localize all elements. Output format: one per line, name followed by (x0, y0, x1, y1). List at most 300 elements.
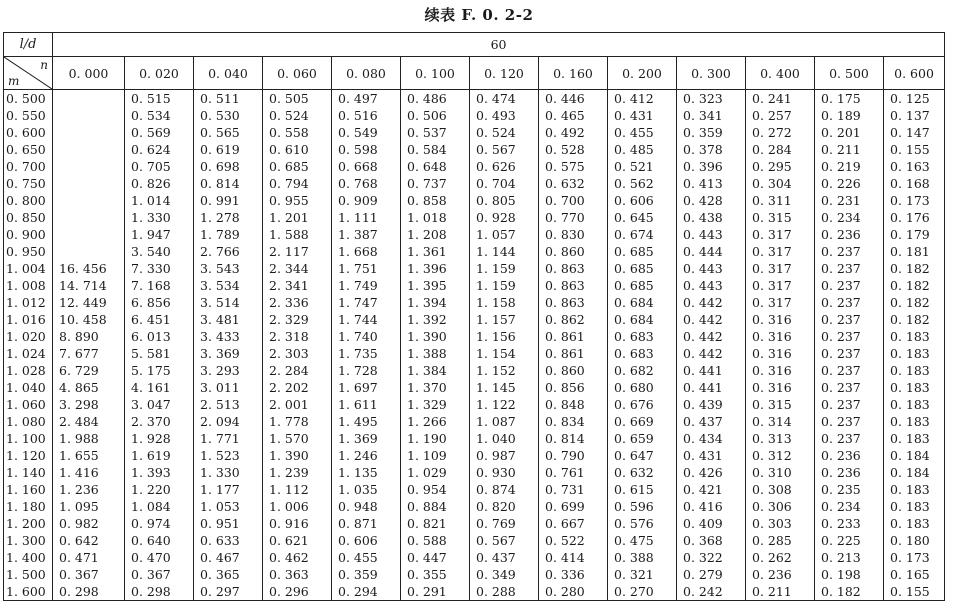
table-cell: 0. 537 (401, 124, 470, 141)
table-cell: 0. 257 (746, 107, 815, 124)
table-cell: 2. 329 (263, 311, 332, 328)
table-cell: 0. 862 (539, 311, 608, 328)
table-cell: 0. 814 (539, 430, 608, 447)
table-cell: 0. 704 (470, 175, 539, 192)
m-value-cell: 1. 400 (4, 549, 53, 566)
table-cell: 0. 863 (539, 277, 608, 294)
table-cell: 0. 183 (884, 396, 945, 413)
table-cell: 0. 147 (884, 124, 945, 141)
table-cell: 0. 524 (263, 107, 332, 124)
table-title: 续表 F. 0. 2-2 (424, 6, 534, 24)
m-value-cell: 0. 550 (4, 107, 53, 124)
table-cell: 0. 683 (608, 328, 677, 345)
n-value-header: 0. 400 (746, 57, 815, 90)
table-cell: 0. 365 (194, 566, 263, 583)
table-cell: 1. 111 (332, 209, 401, 226)
table-cell: 2. 202 (263, 379, 332, 396)
table-cell: 0. 291 (401, 583, 470, 601)
table-cell: 0. 492 (539, 124, 608, 141)
table-cell: 0. 426 (677, 464, 746, 481)
table-cell: 0. 684 (608, 294, 677, 311)
l-over-d-label: l/d (4, 33, 53, 57)
n-label: n (40, 58, 48, 72)
table-cell: 0. 626 (470, 158, 539, 175)
table-cell: 0. 621 (263, 532, 332, 549)
table-cell: 0. 314 (746, 413, 815, 430)
m-value-cell: 0. 750 (4, 175, 53, 192)
m-value-cell: 1. 160 (4, 481, 53, 498)
table-body (4, 90, 945, 601)
table-cell: 0. 317 (746, 294, 815, 311)
table-cell: 0. 242 (677, 583, 746, 601)
table-cell: 0. 288 (470, 583, 539, 601)
table-cell: 0. 575 (539, 158, 608, 175)
table-cell: 1. 771 (194, 430, 263, 447)
table-cell: 0. 368 (677, 532, 746, 549)
table-cell: 1. 144 (470, 243, 539, 260)
table-cell: 5. 175 (125, 362, 194, 379)
table-cell: 0. 182 (884, 311, 945, 328)
table-cell: 1. 735 (332, 345, 401, 362)
table-cell (53, 124, 125, 141)
m-value-cell: 1. 024 (4, 345, 53, 362)
table-cell: 14. 714 (53, 277, 125, 294)
m-value-cell: 0. 950 (4, 243, 53, 260)
table-row (4, 141, 945, 158)
table-cell: 0. 201 (815, 124, 884, 141)
table-row (4, 226, 945, 243)
m-value-cell: 1. 600 (4, 583, 53, 601)
table-cell: 1. 029 (401, 464, 470, 481)
table-cell: 1. 728 (332, 362, 401, 379)
table-cell: 0. 316 (746, 328, 815, 345)
table-cell: 0. 861 (539, 328, 608, 345)
table-cell: 0. 511 (194, 90, 263, 108)
table-cell: 0. 359 (677, 124, 746, 141)
table-cell: 0. 237 (815, 379, 884, 396)
table-cell: 0. 606 (608, 192, 677, 209)
m-value-cell: 0. 600 (4, 124, 53, 141)
table-row (4, 362, 945, 379)
table-cell: 0. 437 (677, 413, 746, 430)
table-cell: 0. 179 (884, 226, 945, 243)
n-value-header: 0. 600 (884, 57, 945, 90)
table-row (4, 532, 945, 549)
table-cell: 0. 442 (677, 311, 746, 328)
table-cell: 1. 390 (263, 447, 332, 464)
table-cell (53, 243, 125, 260)
table-cell: 0. 731 (539, 481, 608, 498)
table-cell: 0. 565 (194, 124, 263, 141)
table-cell: 0. 416 (677, 498, 746, 515)
table-cell (53, 141, 125, 158)
table-cell: 0. 685 (608, 260, 677, 277)
table-cell: 0. 863 (539, 294, 608, 311)
table-cell: 0. 295 (746, 158, 815, 175)
table-cell: 0. 856 (539, 379, 608, 396)
table-cell: 0. 272 (746, 124, 815, 141)
table-cell: 0. 308 (746, 481, 815, 498)
table-cell: 0. 298 (125, 583, 194, 601)
table-cell: 2. 117 (263, 243, 332, 260)
m-value-cell: 1. 120 (4, 447, 53, 464)
table-cell: 0. 336 (539, 566, 608, 583)
table-cell: 0. 322 (677, 549, 746, 566)
table-cell: 0. 431 (677, 447, 746, 464)
table-cell: 7. 330 (125, 260, 194, 277)
table-cell: 1. 697 (332, 379, 401, 396)
table-cell: 1. 018 (401, 209, 470, 226)
table-cell: 0. 987 (470, 447, 539, 464)
table-cell: 0. 516 (332, 107, 401, 124)
table-cell: 0. 233 (815, 515, 884, 532)
m-value-cell: 1. 300 (4, 532, 53, 549)
table-cell: 0. 437 (470, 549, 539, 566)
table-cell: 0. 676 (608, 396, 677, 413)
table-cell: 0. 298 (53, 583, 125, 601)
table-cell: 1. 330 (194, 464, 263, 481)
table-cell: 0. 237 (815, 328, 884, 345)
table-cell: 0. 861 (539, 345, 608, 362)
m-value-cell: 1. 040 (4, 379, 53, 396)
n-value-header: 0. 020 (125, 57, 194, 90)
table-cell: 6. 451 (125, 311, 194, 328)
table-cell: 0. 355 (401, 566, 470, 583)
table-cell: 0. 163 (884, 158, 945, 175)
table-cell: 2. 303 (263, 345, 332, 362)
header-row-l-over-d (4, 33, 945, 57)
table-cell: 1. 668 (332, 243, 401, 260)
table-cell: 0. 317 (746, 226, 815, 243)
table-cell: 1. 266 (401, 413, 470, 430)
table-cell: 0. 974 (125, 515, 194, 532)
m-value-cell: 1. 028 (4, 362, 53, 379)
table-cell: 0. 444 (677, 243, 746, 260)
table-cell: 0. 475 (608, 532, 677, 549)
table-cell: 0. 669 (608, 413, 677, 430)
table-cell: 1. 154 (470, 345, 539, 362)
table-cell: 0. 820 (470, 498, 539, 515)
table-cell: 1. 394 (401, 294, 470, 311)
l-over-d-value: 60 (53, 33, 945, 57)
table-cell: 0. 183 (884, 481, 945, 498)
table-cell: 0. 236 (815, 464, 884, 481)
table-cell: 0. 234 (815, 209, 884, 226)
table-cell: 0. 584 (401, 141, 470, 158)
table-row (4, 209, 945, 226)
table-cell: 0. 237 (815, 345, 884, 362)
m-value-cell: 1. 080 (4, 413, 53, 430)
n-value-header: 0. 060 (263, 57, 332, 90)
table-cell: 0. 182 (815, 583, 884, 601)
table-row (4, 481, 945, 498)
table-cell: 0. 412 (608, 90, 677, 108)
table-cell: 0. 237 (815, 243, 884, 260)
table-cell: 1. 390 (401, 328, 470, 345)
table-cell (53, 226, 125, 243)
table-cell: 1. 014 (125, 192, 194, 209)
table-cell: 0. 173 (884, 192, 945, 209)
table-row (4, 430, 945, 447)
table-cell: 0. 821 (401, 515, 470, 532)
table-cell: 0. 619 (194, 141, 263, 158)
table-cell: 0. 951 (194, 515, 263, 532)
table-cell: 1. 006 (263, 498, 332, 515)
table-cell: 0. 236 (746, 566, 815, 583)
table-cell: 0. 562 (608, 175, 677, 192)
table-cell: 0. 173 (884, 549, 945, 566)
table-cell: 0. 279 (677, 566, 746, 583)
table-cell: 0. 506 (401, 107, 470, 124)
table-cell: 0. 884 (401, 498, 470, 515)
table-cell: 1. 388 (401, 345, 470, 362)
table-cell: 0. 441 (677, 379, 746, 396)
table-cell: 0. 668 (332, 158, 401, 175)
table-cell: 0. 991 (194, 192, 263, 209)
table-cell: 1. 109 (401, 447, 470, 464)
table-cell: 0. 680 (608, 379, 677, 396)
m-value-cell: 1. 140 (4, 464, 53, 481)
table-cell: 1. 040 (470, 430, 539, 447)
table-cell: 0. 493 (470, 107, 539, 124)
table-cell: 0. 534 (125, 107, 194, 124)
table-cell: 0. 315 (746, 209, 815, 226)
table-cell: 1. 190 (401, 430, 470, 447)
table-cell: 1. 239 (263, 464, 332, 481)
table-cell: 6. 013 (125, 328, 194, 345)
table-cell: 1. 135 (332, 464, 401, 481)
table-cell: 0. 443 (677, 260, 746, 277)
table-row (4, 192, 945, 209)
table-cell: 1. 053 (194, 498, 263, 515)
table-cell (53, 90, 125, 108)
table-cell: 0. 198 (815, 566, 884, 583)
table-cell: 0. 155 (884, 583, 945, 601)
table-cell: 0. 632 (539, 175, 608, 192)
m-value-cell: 0. 800 (4, 192, 53, 209)
table-cell: 0. 225 (815, 532, 884, 549)
n-value-header: 0. 100 (401, 57, 470, 90)
table-cell (53, 175, 125, 192)
table-cell: 0. 237 (815, 294, 884, 311)
table-cell: 1. 122 (470, 396, 539, 413)
table-cell: 1. 570 (263, 430, 332, 447)
table-cell: 3. 534 (194, 277, 263, 294)
table-cell: 0. 396 (677, 158, 746, 175)
table-cell: 1. 416 (53, 464, 125, 481)
table-cell: 1. 057 (470, 226, 539, 243)
table-cell: 0. 441 (677, 362, 746, 379)
n-value-header: 0. 200 (608, 57, 677, 90)
table-cell: 0. 183 (884, 515, 945, 532)
table-cell: 0. 341 (677, 107, 746, 124)
table-cell: 0. 699 (539, 498, 608, 515)
table-row (4, 243, 945, 260)
table-cell: 0. 183 (884, 379, 945, 396)
table-cell: 0. 860 (539, 362, 608, 379)
table-cell: 0. 485 (608, 141, 677, 158)
table-cell: 0. 182 (884, 294, 945, 311)
table-cell: 0. 505 (263, 90, 332, 108)
table-cell: 0. 211 (815, 141, 884, 158)
table-row (4, 549, 945, 566)
table-cell: 0. 306 (746, 498, 815, 515)
table-cell: 1. 370 (401, 379, 470, 396)
table-cell: 3. 011 (194, 379, 263, 396)
table-cell: 0. 284 (746, 141, 815, 158)
table-cell: 1. 095 (53, 498, 125, 515)
table-cell: 0. 624 (125, 141, 194, 158)
table-cell: 0. 790 (539, 447, 608, 464)
table-cell: 0. 180 (884, 532, 945, 549)
m-value-cell: 0. 850 (4, 209, 53, 226)
table-cell: 0. 647 (608, 447, 677, 464)
table-cell: 1. 393 (125, 464, 194, 481)
table-cell: 1. 387 (332, 226, 401, 243)
table-cell: 0. 317 (746, 243, 815, 260)
table-row (4, 328, 945, 345)
table-cell: 0. 769 (470, 515, 539, 532)
m-value-cell: 0. 900 (4, 226, 53, 243)
table-cell: 0. 737 (401, 175, 470, 192)
table-cell: 2. 001 (263, 396, 332, 413)
table-cell: 0. 367 (125, 566, 194, 583)
table-cell: 2. 484 (53, 413, 125, 430)
table-cell: 1. 495 (332, 413, 401, 430)
table-cell: 0. 183 (884, 328, 945, 345)
table-cell: 0. 685 (608, 243, 677, 260)
table-cell: 0. 549 (332, 124, 401, 141)
table-cell: 0. 303 (746, 515, 815, 532)
table-cell: 0. 313 (746, 430, 815, 447)
table-cell: 0. 522 (539, 532, 608, 549)
table-cell: 0. 521 (608, 158, 677, 175)
table-cell: 5. 581 (125, 345, 194, 362)
table-cell: 0. 455 (332, 549, 401, 566)
table-cell: 3. 369 (194, 345, 263, 362)
table-cell: 1. 396 (401, 260, 470, 277)
table-cell: 0. 317 (746, 260, 815, 277)
table-cell: 4. 161 (125, 379, 194, 396)
table-cell: 0. 413 (677, 175, 746, 192)
table-cell: 2. 094 (194, 413, 263, 430)
coefficient-table (3, 32, 945, 601)
table-cell: 0. 770 (539, 209, 608, 226)
table-cell: 3. 543 (194, 260, 263, 277)
table-cell: 1. 751 (332, 260, 401, 277)
table-cell: 1. 112 (263, 481, 332, 498)
table-row (4, 379, 945, 396)
table-cell: 0. 805 (470, 192, 539, 209)
table-cell: 7. 168 (125, 277, 194, 294)
table-row (4, 498, 945, 515)
table-cell: 0. 685 (608, 277, 677, 294)
table-cell: 0. 982 (53, 515, 125, 532)
table-cell: 1. 655 (53, 447, 125, 464)
m-value-cell: 1. 008 (4, 277, 53, 294)
table-cell: 1. 246 (332, 447, 401, 464)
table-cell: 0. 297 (194, 583, 263, 601)
table-row (4, 90, 945, 108)
table-cell: 0. 659 (608, 430, 677, 447)
table-row (4, 566, 945, 583)
table-cell: 0. 311 (746, 192, 815, 209)
table-cell: 1. 744 (332, 311, 401, 328)
table-cell: 0. 632 (608, 464, 677, 481)
table-row (4, 260, 945, 277)
table-cell (53, 158, 125, 175)
table-cell: 0. 524 (470, 124, 539, 141)
table-cell: 0. 237 (815, 430, 884, 447)
table-cell: 1. 177 (194, 481, 263, 498)
table-cell: 3. 481 (194, 311, 263, 328)
table-cell: 0. 237 (815, 413, 884, 430)
table-cell: 2. 318 (263, 328, 332, 345)
table-cell: 1. 395 (401, 277, 470, 294)
n-value-header: 0. 120 (470, 57, 539, 90)
table-cell: 0. 316 (746, 311, 815, 328)
table-cell: 0. 183 (884, 430, 945, 447)
table-cell: 1. 208 (401, 226, 470, 243)
table-cell: 0. 916 (263, 515, 332, 532)
table-cell (53, 192, 125, 209)
table-cell: 0. 168 (884, 175, 945, 192)
table-cell: 1. 152 (470, 362, 539, 379)
table-cell: 1. 035 (332, 481, 401, 498)
table-cell: 0. 684 (608, 311, 677, 328)
table-cell: 0. 705 (125, 158, 194, 175)
table-cell: 0. 955 (263, 192, 332, 209)
m-value-cell: 0. 650 (4, 141, 53, 158)
table-cell: 0. 316 (746, 362, 815, 379)
table-cell: 0. 683 (608, 345, 677, 362)
table-cell: 0. 948 (332, 498, 401, 515)
table-cell: 0. 588 (401, 532, 470, 549)
table-cell: 1. 523 (194, 447, 263, 464)
table-cell: 0. 316 (746, 345, 815, 362)
table-row (4, 447, 945, 464)
table-cell: 0. 874 (470, 481, 539, 498)
table-cell: 1. 588 (263, 226, 332, 243)
table-cell: 0. 698 (194, 158, 263, 175)
m-value-cell: 1. 020 (4, 328, 53, 345)
table-cell: 0. 474 (470, 90, 539, 108)
table-cell: 0. 486 (401, 90, 470, 108)
table-cell: 0. 237 (815, 396, 884, 413)
n-value-header: 0. 160 (539, 57, 608, 90)
table-cell: 1. 384 (401, 362, 470, 379)
table-cell: 0. 183 (884, 413, 945, 430)
m-value-cell: 1. 180 (4, 498, 53, 515)
table-cell: 0. 296 (263, 583, 332, 601)
table-cell: 1. 201 (263, 209, 332, 226)
table-row (4, 294, 945, 311)
m-label: m (8, 74, 20, 88)
table-cell: 0. 860 (539, 243, 608, 260)
table-cell: 1. 928 (125, 430, 194, 447)
table-cell: 0. 237 (815, 311, 884, 328)
table-cell: 2. 341 (263, 277, 332, 294)
table-cell: 0. 462 (263, 549, 332, 566)
table-cell: 0. 455 (608, 124, 677, 141)
table-cell: 0. 310 (746, 464, 815, 481)
table-cell: 1. 611 (332, 396, 401, 413)
table-cell: 3. 540 (125, 243, 194, 260)
table-row (4, 464, 945, 481)
table-cell: 0. 378 (677, 141, 746, 158)
table-cell: 0. 414 (539, 549, 608, 566)
table-cell: 0. 155 (884, 141, 945, 158)
